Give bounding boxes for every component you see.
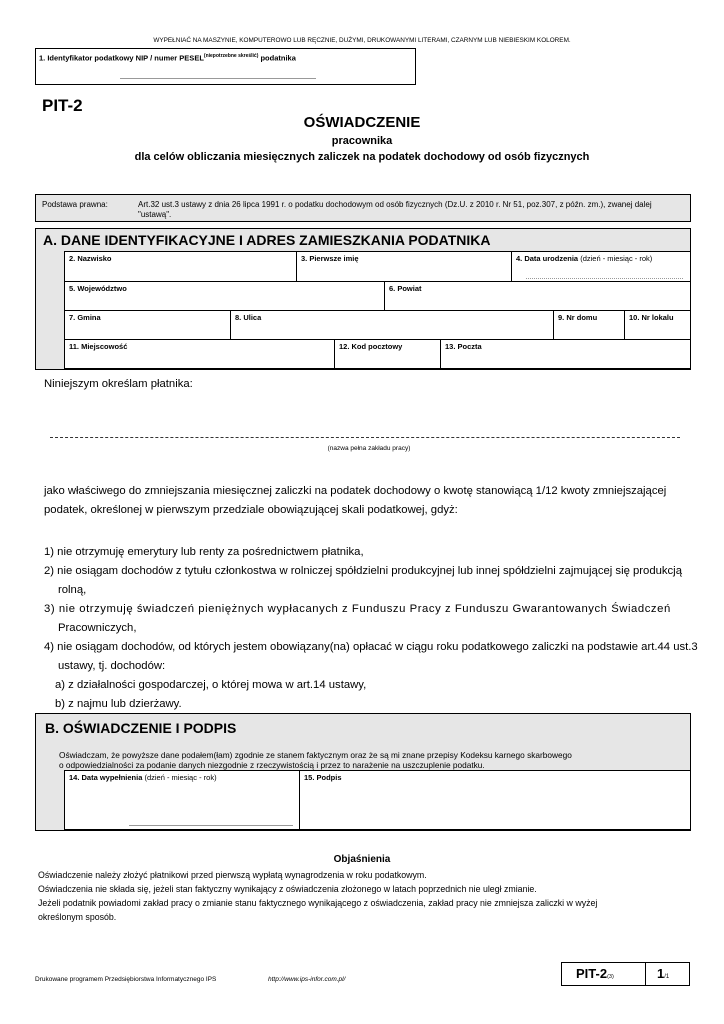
voivodeship-field[interactable]: 5. Województwo [64,282,384,311]
statement-item-2-cont: rolną, [58,584,87,596]
explanations-text: Oświadczenie należy złożyć płatnikowi przed pierwszą wypłatą wynagrodzenia w roku podatkowym. Oświadczenia nie składa się, jeżeli stan faktyczny wynikający z oświadczenia złożonego w latach poprzednich nie uległ zmianie. Jeżeli podatnik powiadomi zakład pracy o zmianie stanu faktycznego wynikającego z oświadczenia, zakład pracy nie zmniejsza zaliczki w wyżej określonym sposób. [38,870,598,922]
payer-intro: Niniejszym określam płatnika: [44,378,193,390]
fill-date-field[interactable]: 14. Data wypełnienia (dzień - miesiąc - rok) [64,770,299,830]
commune-field[interactable]: 7. Gmina [64,311,230,340]
flat-number-field[interactable]: 10. Nr lokalu [624,311,690,340]
statement-item-4b: b) z najmu lub dzierżawy. [55,698,182,710]
fill-date-line [129,825,293,826]
county-field[interactable]: 6. Powiat [384,282,690,311]
statement-item-4: 4) nie osiągam dochodów, od których jestem obowiązany(na) opłacać w ciągu roku podatkowego zaliczki na podstawie art.44 ust.3 [44,641,698,653]
birth-date-line [526,278,683,279]
fill-instructions: WYPEŁNIAĆ NA MASZYNIE, KOMPUTEROWO LUB RĘCZNIE, DUŻYMI, DRUKOWANYMI LITERAMI, CZARNYM LUB NIEBIESKIM KOLOREM. [153,37,571,44]
taxpayer-id-box[interactable] [35,48,416,85]
footer-printed-by: Drukowane programem Przedsiębiorstwa Informatycznego IPS [35,976,217,983]
taxpayer-id-label: 1. Identyfikator podatkowy NIP / numer $PESEL^{(niepotrzebne skreślić)}$ podatnika [39,53,296,63]
statement-item-3-cont: Pracowniczych, [58,622,137,634]
form-purpose: dla celów obliczania miesięcznych zaliczek na podatek dochodowy od osób fizycznych [134,151,590,163]
statement-item-2: 2) nie osiągam dochodów z tytułu członkostwa w rolniczej spółdzielni produkcyjnej lub innej spółdzielni zajmującej się produkcją [44,565,682,577]
signature-field[interactable]: 15. Podpis [299,770,690,830]
form-title: OŚWIADCZENIE [303,114,421,131]
post-office-field[interactable]: 13. Poczta [440,340,690,369]
first-name-field[interactable]: 3. Pierwsze imię [296,251,511,282]
section-b-declaration: Oświadczam, że powyższe dane podałem(łam) zgodnie ze stanem faktycznym oraz że są mi znane przepisy Kodeksu karnego skarbowego o odpowiedzialności za podanie danych niezgodnie z rzeczywistością i przez to narażenie na uszczuplenie podatku. [59,750,572,770]
form-subtitle: pracownika [331,135,393,147]
statement-lead: jako właściwego do zmniejszania miesięcznej zaliczki na podatek dochodowy o kwotę stanowiącą 1/12 kwoty zmniejszającej podatek, określonej w pierwszym przedziale obowiązującej skali podatkowej, gdyż: [44,485,667,516]
legal-basis-box [35,194,691,222]
street-field[interactable]: 8. Ulica [230,311,553,340]
statement-item-4-cont: ustawy, tj. dochodów: [58,660,166,672]
payer-name-line[interactable] [50,437,680,438]
postal-code-field[interactable]: 12. Kod pocztowy [334,340,440,369]
footer-form-box [561,962,690,986]
footer-url[interactable]: http://www.ips-infor.com.pl/ [268,976,346,983]
statement-list [44,543,698,714]
section-b-title: B. OŚWIADCZENIE I PODPIS [45,720,237,736]
legal-basis-label: Podstawa prawna: [42,200,108,209]
birth-date-field[interactable]: 4. Data urodzenia (dzień - miesiąc - rok) [511,251,690,282]
footer-page: 1/1 [657,966,670,981]
section-a-title: A. DANE IDENTYFIKACYJNE I ADRES ZAMIESZKANIA PODATNIKA [43,232,491,248]
statement-item-3: 3) nie otrzymuję świadczeń pieniężnych wypłacanych z Funduszu Pracy z Funduszu Gwarantowanych Świadczeń [44,603,671,615]
house-number-field[interactable]: 9. Nr domu [553,311,624,340]
legal-basis-text: Art.32 ust.3 ustawy z dnia 26 lipca 1991 r. o podatku dochodowym od osób fizycznych (Dz.U. z 2010 r. Nr 51, poz.307, z późn. zm.), zwanej dalej "ustawą". [138,200,652,219]
footer-divider [645,963,646,985]
taxpayer-id-line [120,78,316,79]
explanations-title: Objaśnienia [333,854,391,865]
surname-field[interactable]: 2. Nazwisko [64,251,296,282]
footer-form-code: PIT-2(3) [576,966,614,981]
city-field[interactable]: 11. Miejscowość [64,340,334,369]
statement-item-1: 1) nie otrzymuję emerytury lub renty za pośrednictwem płatnika, [44,546,364,558]
payer-caption: (nazwa pełna zakładu pracy) [327,445,411,452]
statement-item-4a: a) z działalności gospodarczej, o której mowa w art.14 ustawy, [55,679,367,691]
form-code: PIT-2 [42,96,83,115]
